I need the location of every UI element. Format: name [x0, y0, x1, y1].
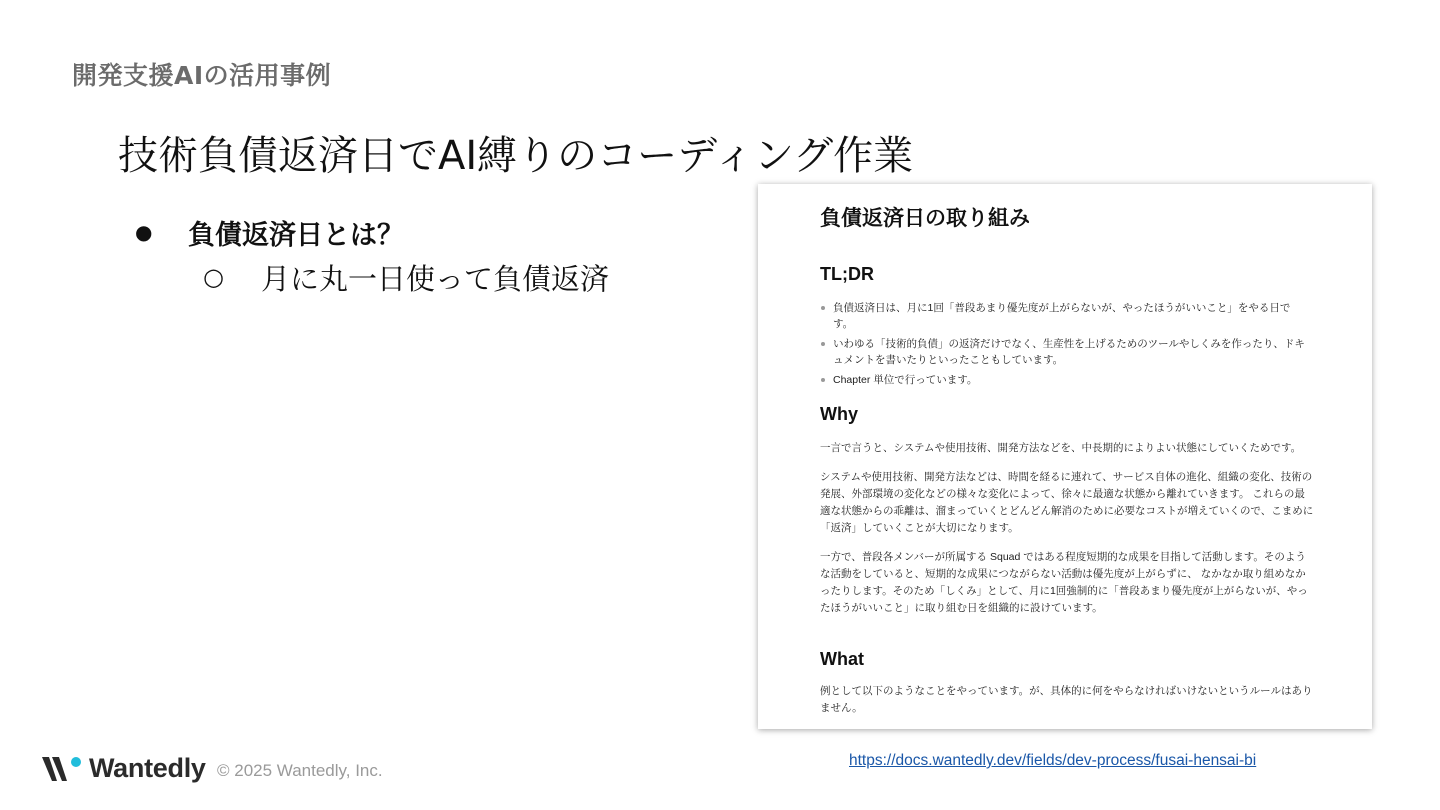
copyright: © 2025 Wantedly, Inc.	[217, 761, 383, 780]
bullet-list	[135, 212, 609, 300]
brand-name: Wantedly	[89, 753, 206, 783]
doc-heading: 負債返済日の取り組み	[820, 207, 1030, 230]
list-item: 負債返済日は、月に1回「普段あまり優先度が上がらないが、やったほうがいいこと」をやる日です。	[820, 300, 1310, 332]
doc-why-heading: Why	[820, 404, 858, 424]
list-item: Chapter 単位で行っています。	[820, 372, 1310, 388]
bullet-level1	[135, 212, 609, 252]
doc-tldr-heading: TL;DR	[820, 264, 874, 284]
bullet-level2	[203, 254, 609, 300]
sub-bullet-marker: ○	[203, 263, 224, 291]
doc-paragraph: 一方で、普段各メンバーが所属する Squad ではある程度短期的な成果を目指して活動します。そのような活動をしていると、短期的な成果につながらない活動は優先度が上がらずに、 なかなか取り組めなかったりします。そのため「しくみ」として、月に1回強制的に「普段あまり優先度が上がらないが、やったほうがいいこと」に取り組む日を組織的に設けています。	[820, 551, 1308, 614]
footer-logo	[42, 753, 206, 784]
bullet-text: 負債返済日とは？	[188, 219, 404, 251]
doc-paragraph: 一言で言うと、システムや使用技術、開発方法などを、中長期的によりよい状態にしていくためです。	[820, 442, 1302, 454]
bullet-marker: ●	[135, 220, 153, 244]
doc-what-heading: What	[820, 649, 864, 669]
doc-screenshot	[758, 184, 1372, 729]
doc-tldr-list	[820, 300, 1310, 392]
source-link[interactable]: https://docs.wantedly.dev/fields/dev-process/fusai-hensai-bi	[849, 752, 1257, 769]
list-item: いわゆる「技術的負債」の返済だけでなく、生産性を上げるためのツールやしくみを作ったり、ドキュメントを書いたりといったこともしています。	[820, 336, 1310, 368]
slide-title: 技術負債返済日でAI縛りのコーディング作業	[118, 133, 914, 179]
wantedly-logo-icon	[42, 754, 84, 784]
sub-bullet-text: 月に丸一日使って負債返済	[261, 261, 610, 296]
doc-paragraph: 例として以下のようなことをやっています。が、具体的に何をやらなければいけないというルールはありません。	[820, 685, 1313, 714]
doc-paragraph: システムや使用技術、開発方法などは、時間を経るに連れて、サービス自体の進化、組織の変化、技術の発展、外部環境の変化などの様々な変化によって、徐々に最適な状態から離れていきます。 これらの最適な状態からの乖離は、溜まっていくとどんどん解消のために必要なコストが増えていくので、こまめに「返済」していくことが大切になります。	[820, 471, 1314, 534]
section-label: 開発支援AIの活用事例	[72, 61, 332, 90]
